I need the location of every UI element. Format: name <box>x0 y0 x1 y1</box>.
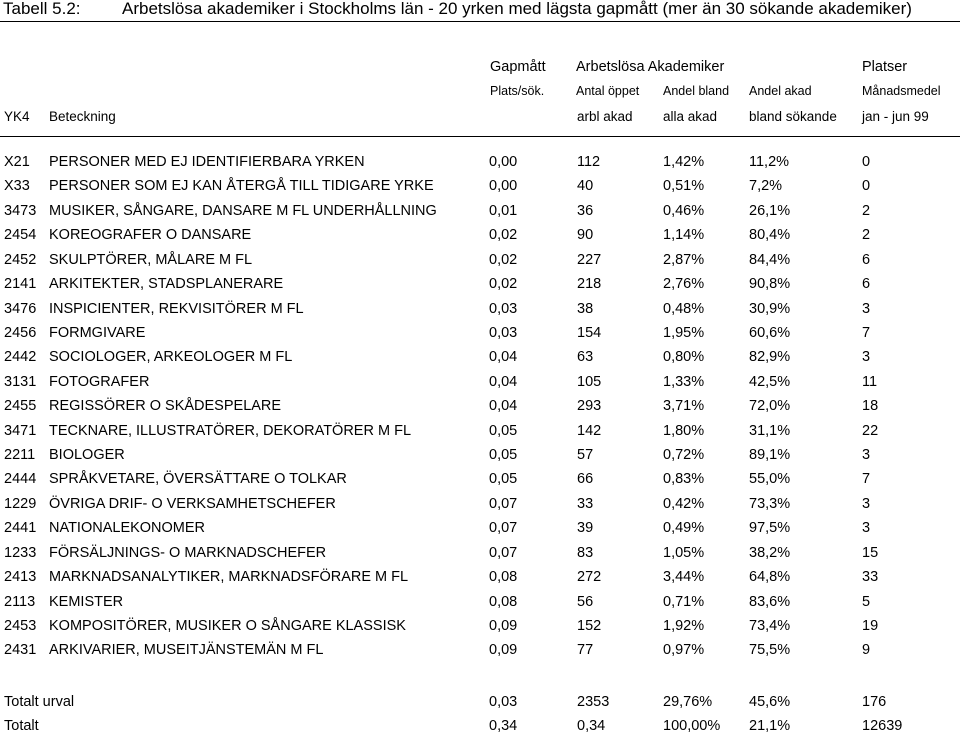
cell-code: 3476 <box>4 300 37 317</box>
cell-name: MUSIKER, SÅNGARE, DANSARE M FL UNDERHÅLLNING <box>49 202 437 219</box>
cell-code: 2444 <box>4 471 37 488</box>
cell-andel-bland: 0,46% <box>663 202 705 219</box>
cell-gapmatt: 0,04 <box>489 349 518 366</box>
table-row <box>0 618 960 642</box>
cell-andel-akad: 45,6% <box>749 694 791 710</box>
cell-code: 2413 <box>4 569 37 586</box>
cell-andel-akad: 84,4% <box>749 251 791 268</box>
cell-andel-bland: 0,51% <box>663 178 705 195</box>
cell-name: SPRÅKVETARE, ÖVERSÄTTARE O TOLKAR <box>49 471 347 488</box>
cell-platser: 176 <box>862 694 887 710</box>
cell-platser: 2 <box>862 227 871 244</box>
table-row <box>0 203 960 227</box>
table-row <box>0 276 960 300</box>
cell-code: 2442 <box>4 349 37 366</box>
cell-name: REGISSÖRER O SKÅDESPELARE <box>49 398 282 415</box>
cell-andel-bland: 0,42% <box>663 495 705 512</box>
cell-andel-akad: 64,8% <box>749 569 791 586</box>
cell-antal-oppet: 77 <box>577 642 594 659</box>
cell-code: 1233 <box>4 544 37 561</box>
cell-andel-bland: 0,72% <box>663 447 705 464</box>
header-yk4: YK4 <box>4 109 30 124</box>
cell-antal-oppet: 0,34 <box>577 718 606 734</box>
cell-antal-oppet: 293 <box>577 398 602 415</box>
cell-code: 1229 <box>4 495 37 512</box>
cell-andel-bland: 1,05% <box>663 544 705 561</box>
total-label: Totalt urval <box>4 694 75 710</box>
cell-name: MARKNADSANALYTIKER, MARKNADSFÖRARE M FL <box>49 569 409 586</box>
header-arbl-akad: arbl akad <box>577 109 633 124</box>
cell-platser: 7 <box>862 471 871 488</box>
cell-antal-oppet: 218 <box>577 276 602 293</box>
cell-andel-akad: 38,2% <box>749 544 791 561</box>
cell-antal-oppet: 154 <box>577 324 602 341</box>
cell-platser: 3 <box>862 300 871 317</box>
cell-name: ÖVRIGA DRIF- O VERKSAMHETSCHEFER <box>49 495 336 512</box>
cell-code: 3131 <box>4 373 37 390</box>
cell-gapmatt: 0,03 <box>489 300 518 317</box>
table-row <box>0 252 960 276</box>
cell-andel-bland: 100,00% <box>663 718 721 734</box>
cell-gapmatt: 0,02 <box>489 276 518 293</box>
cell-name: SOCIOLOGER, ARKEOLOGER M FL <box>49 349 293 366</box>
cell-antal-oppet: 39 <box>577 520 594 537</box>
table-row <box>0 520 960 544</box>
cell-gapmatt: 0,34 <box>489 718 518 734</box>
cell-antal-oppet: 38 <box>577 300 594 317</box>
cell-code: 2141 <box>4 276 37 293</box>
cell-andel-akad: 26,1% <box>749 202 791 219</box>
cell-antal-oppet: 152 <box>577 617 602 634</box>
cell-andel-akad: 82,9% <box>749 349 791 366</box>
header-plats-sok: Plats/sök. <box>490 84 545 98</box>
total-row <box>0 694 960 718</box>
cell-platser: 9 <box>862 642 871 659</box>
cell-antal-oppet: 63 <box>577 349 594 366</box>
cell-gapmatt: 0,04 <box>489 373 518 390</box>
cell-antal-oppet: 66 <box>577 471 594 488</box>
cell-andel-akad: 60,6% <box>749 324 791 341</box>
cell-andel-akad: 7,2% <box>749 178 783 195</box>
cell-andel-bland: 0,97% <box>663 642 705 659</box>
header-bland-sokande: bland sökande <box>749 109 837 124</box>
cell-platser: 3 <box>862 495 871 512</box>
cell-gapmatt: 0,02 <box>489 251 518 268</box>
cell-platser: 7 <box>862 324 871 341</box>
cell-antal-oppet: 40 <box>577 178 594 195</box>
cell-platser: 5 <box>862 593 871 610</box>
cell-andel-akad: 31,1% <box>749 422 791 439</box>
header-arbetslosa-akademiker: Arbetslösa Akademiker <box>576 59 725 75</box>
cell-name: KOREOGRAFER O DANSARE <box>49 227 252 244</box>
cell-andel-bland: 2,87% <box>663 251 705 268</box>
cell-andel-akad: 80,4% <box>749 227 791 244</box>
cell-name: KOMPOSITÖRER, MUSIKER O SÅNGARE KLASSISK <box>49 617 406 634</box>
cell-andel-akad: 55,0% <box>749 471 791 488</box>
cell-platser: 6 <box>862 276 871 293</box>
header-antal-oppet: Antal öppet <box>576 84 640 98</box>
header-alla-akad: alla akad <box>663 109 718 124</box>
cell-antal-oppet: 272 <box>577 569 602 586</box>
cell-code: 2211 <box>4 447 36 464</box>
cell-andel-bland: 1,33% <box>663 373 705 390</box>
header-platser: Platser <box>862 59 908 75</box>
cell-platser: 15 <box>862 544 879 561</box>
table-row <box>0 349 960 373</box>
cell-name: FÖRSÄLJNINGS- O MARKNADSCHEFER <box>49 544 327 561</box>
cell-code: 2456 <box>4 324 37 341</box>
cell-code: 2113 <box>4 593 36 610</box>
cell-andel-akad: 73,3% <box>749 495 791 512</box>
cell-andel-bland: 29,76% <box>663 694 713 710</box>
cell-platser: 3 <box>862 349 871 366</box>
cell-andel-akad: 30,9% <box>749 300 791 317</box>
cell-andel-akad: 75,5% <box>749 642 791 659</box>
cell-platser: 0 <box>862 154 871 170</box>
cell-name: FOTOGRAFER <box>49 373 150 390</box>
cell-antal-oppet: 83 <box>577 544 594 561</box>
table-row <box>0 154 960 178</box>
cell-platser: 2 <box>862 202 871 219</box>
cell-andel-bland: 0,83% <box>663 471 705 488</box>
cell-andel-akad: 97,5% <box>749 520 791 537</box>
cell-antal-oppet: 36 <box>577 202 594 219</box>
cell-antal-oppet: 33 <box>577 495 594 512</box>
cell-antal-oppet: 112 <box>577 154 601 170</box>
table-row <box>0 178 960 202</box>
cell-name: KEMISTER <box>49 593 124 610</box>
cell-andel-bland: 3,44% <box>663 569 705 586</box>
cell-antal-oppet: 56 <box>577 593 594 610</box>
cell-andel-akad: 89,1% <box>749 447 791 464</box>
cell-gapmatt: 0,04 <box>489 398 518 415</box>
header-manadsmedel: Månadsmedel <box>862 84 941 98</box>
cell-andel-akad: 21,1% <box>749 718 791 734</box>
cell-gapmatt: 0,07 <box>489 495 518 512</box>
table-row <box>0 496 960 520</box>
cell-gapmatt: 0,03 <box>489 324 518 341</box>
cell-andel-akad: 42,5% <box>749 373 791 390</box>
cell-andel-akad: 73,4% <box>749 617 791 634</box>
cell-andel-bland: 1,92% <box>663 617 705 634</box>
cell-gapmatt: 0,01 <box>489 202 518 219</box>
header-beteckning: Beteckning <box>49 109 116 124</box>
header-gapmatt: Gapmått <box>490 59 546 75</box>
cell-code: 3473 <box>4 202 37 219</box>
cell-platser: 19 <box>862 617 879 634</box>
table-row <box>0 398 960 422</box>
cell-gapmatt: 0,07 <box>489 520 518 537</box>
cell-gapmatt: 0,08 <box>489 569 518 586</box>
cell-platser: 22 <box>862 422 879 439</box>
cell-gapmatt: 0,00 <box>489 154 518 170</box>
header-divider <box>0 136 960 137</box>
cell-gapmatt: 0,09 <box>489 642 518 659</box>
cell-gapmatt: 0,00 <box>489 178 518 195</box>
cell-gapmatt: 0,02 <box>489 227 518 244</box>
cell-code: 3471 <box>4 422 37 439</box>
table-row <box>0 325 960 349</box>
cell-antal-oppet: 57 <box>577 447 594 464</box>
cell-code: 2453 <box>4 617 37 634</box>
table-row <box>0 447 960 471</box>
cell-andel-bland: 0,80% <box>663 349 705 366</box>
cell-andel-bland: 2,76% <box>663 276 705 293</box>
cell-name: SKULPTÖRER, MÅLARE M FL <box>49 251 253 268</box>
cell-name: PERSONER SOM EJ KAN ÅTERGÅ TILL TIDIGARE YRKE <box>49 178 434 195</box>
cell-platser: 18 <box>862 398 879 415</box>
cell-platser: 3 <box>862 447 871 464</box>
table-row <box>0 423 960 447</box>
cell-code: 2441 <box>4 520 37 537</box>
table-title-bar <box>0 0 960 22</box>
cell-name: FORMGIVARE <box>49 324 146 341</box>
cell-code: X33 <box>4 178 30 195</box>
cell-platser: 12639 <box>862 718 903 734</box>
cell-name: NATIONALEKONOMER <box>49 520 206 537</box>
cell-andel-bland: 1,14% <box>663 227 705 244</box>
header-andel-bland: Andel bland <box>663 84 730 98</box>
cell-code: 2455 <box>4 398 37 415</box>
table-row <box>0 227 960 251</box>
cell-antal-oppet: 2353 <box>577 694 610 710</box>
cell-code: 2454 <box>4 227 37 244</box>
cell-code: 2452 <box>4 251 37 268</box>
cell-platser: 11 <box>862 373 878 390</box>
cell-antal-oppet: 142 <box>577 422 602 439</box>
cell-name: BIOLOGER <box>49 447 125 464</box>
cell-andel-akad: 83,6% <box>749 593 791 610</box>
cell-gapmatt: 0,08 <box>489 593 518 610</box>
total-row <box>0 718 960 742</box>
cell-andel-bland: 3,71% <box>663 398 705 415</box>
cell-gapmatt: 0,05 <box>489 447 518 464</box>
cell-andel-bland: 0,49% <box>663 520 705 537</box>
cell-gapmatt: 0,03 <box>489 694 518 710</box>
cell-andel-akad: 72,0% <box>749 398 791 415</box>
cell-antal-oppet: 105 <box>577 373 602 390</box>
cell-gapmatt: 0,09 <box>489 617 518 634</box>
cell-antal-oppet: 227 <box>577 251 602 268</box>
cell-platser: 0 <box>862 178 871 195</box>
cell-code: 2431 <box>4 642 37 659</box>
cell-name: PERSONER MED EJ IDENTIFIERBARA YRKEN <box>49 154 365 170</box>
table-row <box>0 301 960 325</box>
cell-gapmatt: 0,05 <box>489 471 518 488</box>
cell-code: X21 <box>4 154 30 170</box>
cell-andel-bland: 0,48% <box>663 300 705 317</box>
cell-gapmatt: 0,07 <box>489 544 518 561</box>
cell-andel-bland: 1,42% <box>663 154 705 170</box>
table-number: Tabell 5.2: <box>3 0 81 18</box>
cell-antal-oppet: 90 <box>577 227 594 244</box>
table-row <box>0 594 960 618</box>
cell-platser: 3 <box>862 520 871 537</box>
total-label: Totalt <box>4 718 39 734</box>
cell-platser: 6 <box>862 251 871 268</box>
table-row <box>0 569 960 593</box>
cell-platser: 33 <box>862 569 879 586</box>
cell-name: ARKITEKTER, STADSPLANERARE <box>49 276 284 293</box>
cell-name: TECKNARE, ILLUSTRATÖRER, DEKORATÖRER M FL <box>49 422 412 439</box>
cell-andel-bland: 0,71% <box>663 593 705 610</box>
table-title: Arbetslösa akademiker i Stockholms län - 20 yrken med lägsta gapmått (mer än 30 sökande akademiker) <box>122 0 912 18</box>
header-period: jan - jun 99 <box>862 109 929 124</box>
cell-gapmatt: 0,05 <box>489 422 518 439</box>
cell-name: ARKIVARIER, MUSEITJÄNSTEMÄN M FL <box>49 642 324 659</box>
cell-andel-bland: 1,95% <box>663 324 705 341</box>
cell-name: INSPICIENTER, REKVISITÖRER M FL <box>49 300 304 317</box>
header-andel-akad: Andel akad <box>749 84 812 98</box>
cell-andel-bland: 1,80% <box>663 422 705 439</box>
cell-andel-akad: 90,8% <box>749 276 791 293</box>
table-row <box>0 545 960 569</box>
table-row <box>0 471 960 495</box>
table-row <box>0 374 960 398</box>
table-row <box>0 642 960 666</box>
cell-andel-akad: 11,2% <box>749 154 790 170</box>
